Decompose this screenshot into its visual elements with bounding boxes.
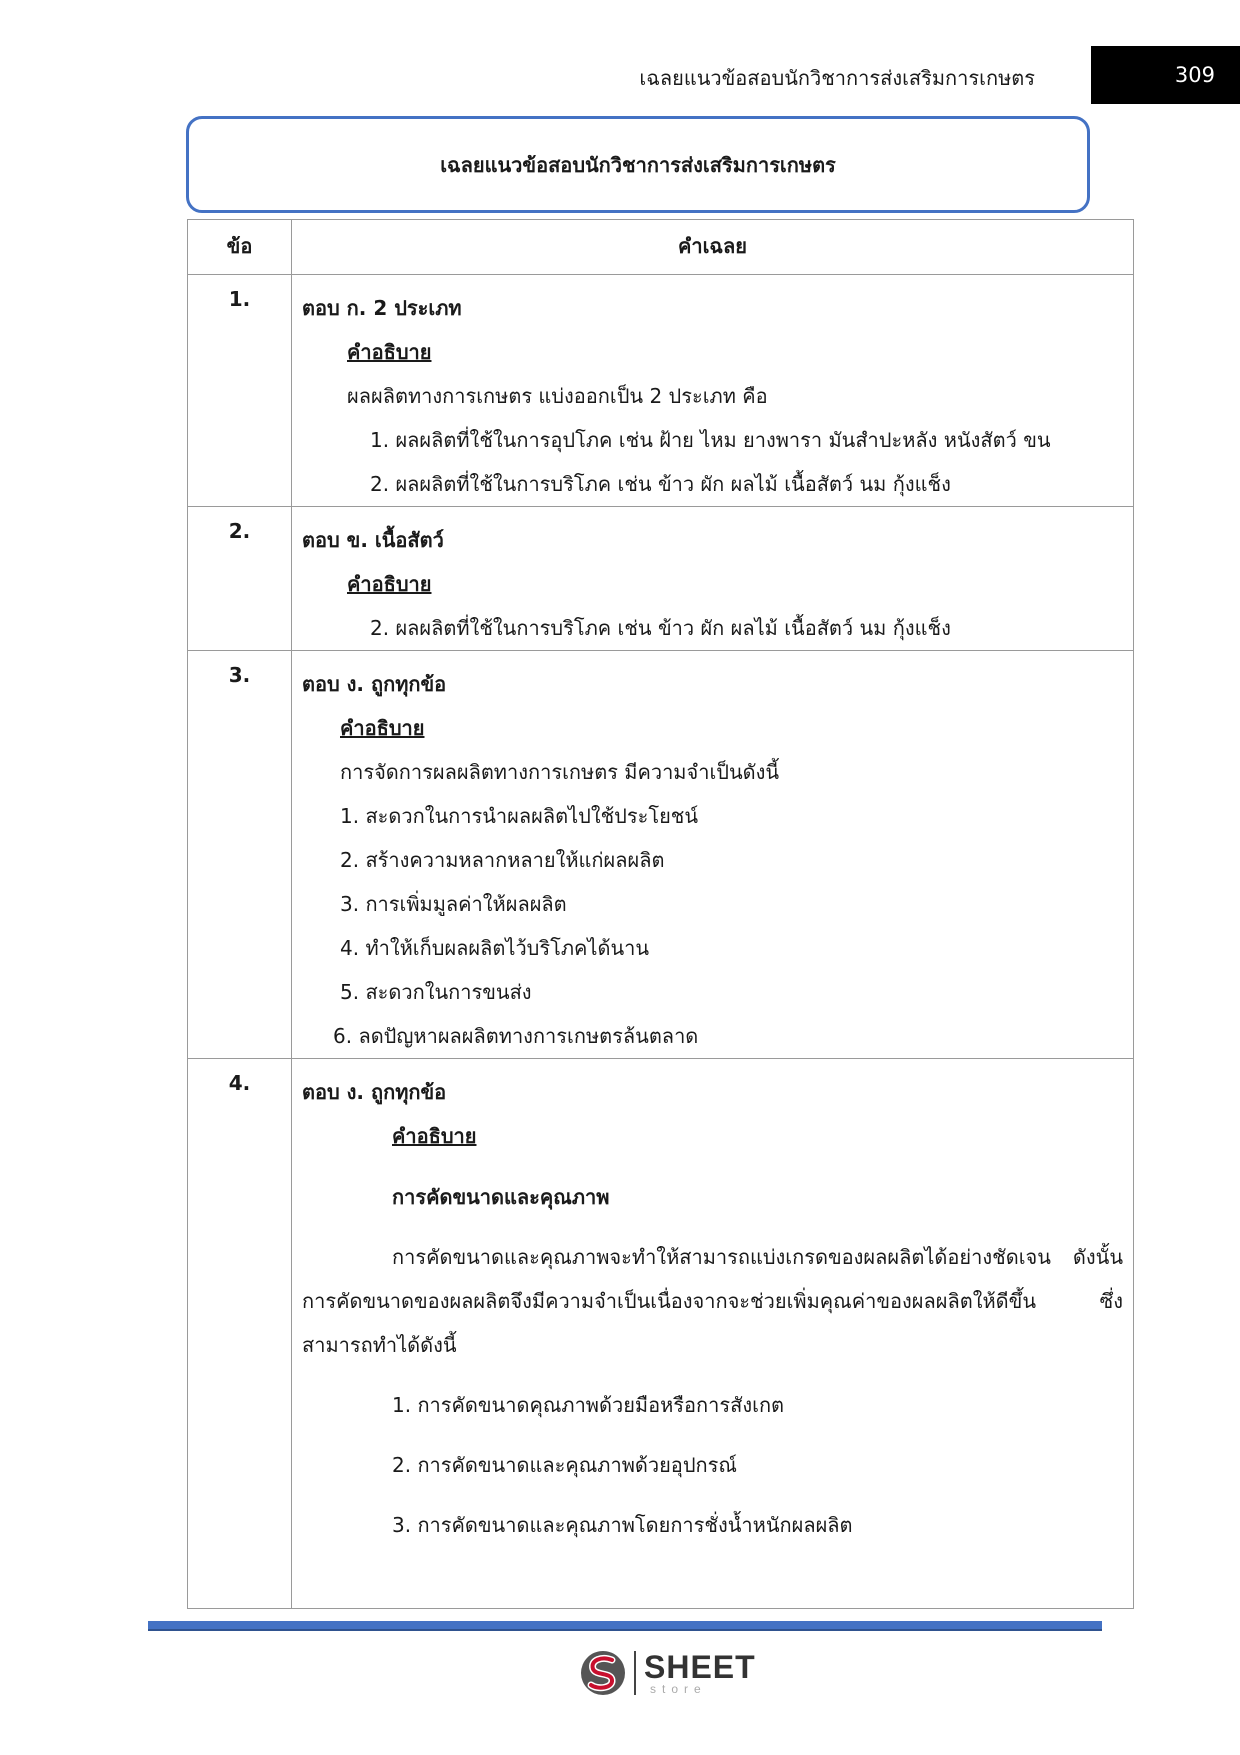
list-item: 6. ลดปัญหาผลผลิตทางการเกษตรล้นตลาด bbox=[333, 1024, 699, 1048]
question-number: 2. bbox=[188, 507, 292, 651]
logo-subtext: store bbox=[650, 1682, 707, 1696]
table-row bbox=[188, 507, 1134, 651]
answer-text: ตอบ ก. 2 ประเภท bbox=[302, 296, 462, 320]
answer-text: ตอบ ง. ถูกทุกข้อ bbox=[302, 1080, 447, 1104]
explanation-label: คำอธิบาย bbox=[347, 572, 432, 596]
page-number bbox=[1091, 46, 1240, 104]
list-item: 4. ทำให้เก็บผลผลิตไว้บริโภคได้นาน bbox=[340, 936, 650, 960]
answer-cell bbox=[292, 1059, 1134, 1609]
explanation-label: คำอธิบาย bbox=[347, 340, 432, 364]
list-item: 1. ผลผลิตที่ใช้ในการอุปโภค เช่น ฝ้าย ไหม ยางพารา มันสำปะหลัง หนังสัตว์ ขน bbox=[370, 428, 1051, 452]
table-row bbox=[188, 1059, 1134, 1609]
list-item: 2. ผลผลิตที่ใช้ในการบริโภค เช่น ข้าว ผัก ผลไม้ เนื้อสัตว์ นม กุ้งแช็ง bbox=[370, 616, 951, 640]
document-title-box bbox=[186, 116, 1090, 213]
table-row bbox=[188, 275, 1134, 507]
explanation-label: คำอธิบาย bbox=[392, 1124, 477, 1148]
list-item: 1. การคัดขนาดคุณภาพด้วยมือหรือการสังเกต bbox=[392, 1393, 785, 1417]
list-item: 2. ผลผลิตที่ใช้ในการบริโภค เช่น ข้าว ผัก ผลไม้ เนื้อสัตว์ นม กุ้งแช็ง bbox=[370, 472, 951, 496]
explanation-label: คำอธิบาย bbox=[340, 716, 425, 740]
list-item: 3. การคัดขนาดและคุณภาพโดยการชั่งน้ำหนักผลผลิต bbox=[392, 1513, 853, 1537]
question-number: 4. bbox=[188, 1059, 292, 1609]
answer-cell bbox=[292, 651, 1134, 1059]
sheet-store-logo bbox=[578, 1645, 756, 1701]
footer-divider bbox=[148, 1621, 1102, 1631]
sheet-store-logo-icon bbox=[578, 1648, 628, 1698]
logo-separator bbox=[634, 1651, 636, 1695]
list-item: 1. สะดวกในการนำผลผลิตไปใช้ประโยชน์ bbox=[340, 804, 699, 828]
document-title: เฉลยแนวข้อสอบนักวิชาการส่งเสริมการเกษตร bbox=[440, 152, 836, 177]
answer-text: ตอบ ข. เนื้อสัตว์ bbox=[302, 528, 444, 552]
section-heading: การคัดขนาดและคุณภาพ bbox=[392, 1185, 610, 1209]
table-header-row bbox=[188, 220, 1134, 275]
column-header-no: ข้อ bbox=[188, 220, 292, 275]
list-item: 5. สะดวกในการขนส่ง bbox=[340, 980, 532, 1004]
list-item: 3. การเพิ่มมูลค่าให้ผลผลิต bbox=[340, 892, 567, 916]
explanation-paragraph: การคัดขนาดและคุณภาพจะทำให้สามารถแบ่งเกรดของผลผลิตได้อย่างชัดเจน ดังนั้น การคัดขนาดของผลผลิตจึงมีความจำเป็นเนื่องจากจะช่วยเพิ่มคุณค่าของผลผลิตให้ดีขึ้น ซึ่งสามารถทำได้ดังนี้ bbox=[302, 1245, 1123, 1357]
answer-text: ตอบ ง. ถูกทุกข้อ bbox=[302, 672, 447, 696]
answer-cell bbox=[292, 507, 1134, 651]
answer-cell bbox=[292, 275, 1134, 507]
explanation-intro: ผลผลิตทางการเกษตร แบ่งออกเป็น 2 ประเภท คือ bbox=[347, 384, 768, 408]
page-number-text: 309 bbox=[1174, 63, 1215, 87]
list-item: 2. การคัดขนาดและคุณภาพด้วยอุปกรณ์ bbox=[392, 1453, 737, 1477]
answer-table bbox=[187, 219, 1134, 1609]
list-item: 2. สร้างความหลากหลายให้แก่ผลผลิต bbox=[340, 848, 665, 872]
column-header-answer: คำเฉลย bbox=[292, 220, 1134, 275]
question-number: 3. bbox=[188, 651, 292, 1059]
logo-wordmark: SHEET bbox=[644, 1649, 756, 1685]
explanation-intro: การจัดการผลผลิตทางการเกษตร มีความจำเป็นดังนี้ bbox=[340, 760, 780, 784]
question-number: 1. bbox=[188, 275, 292, 507]
running-header-title: เฉลยแนวข้อสอบนักวิชาการส่งเสริมการเกษตร bbox=[639, 66, 1035, 90]
table-row bbox=[188, 651, 1134, 1059]
